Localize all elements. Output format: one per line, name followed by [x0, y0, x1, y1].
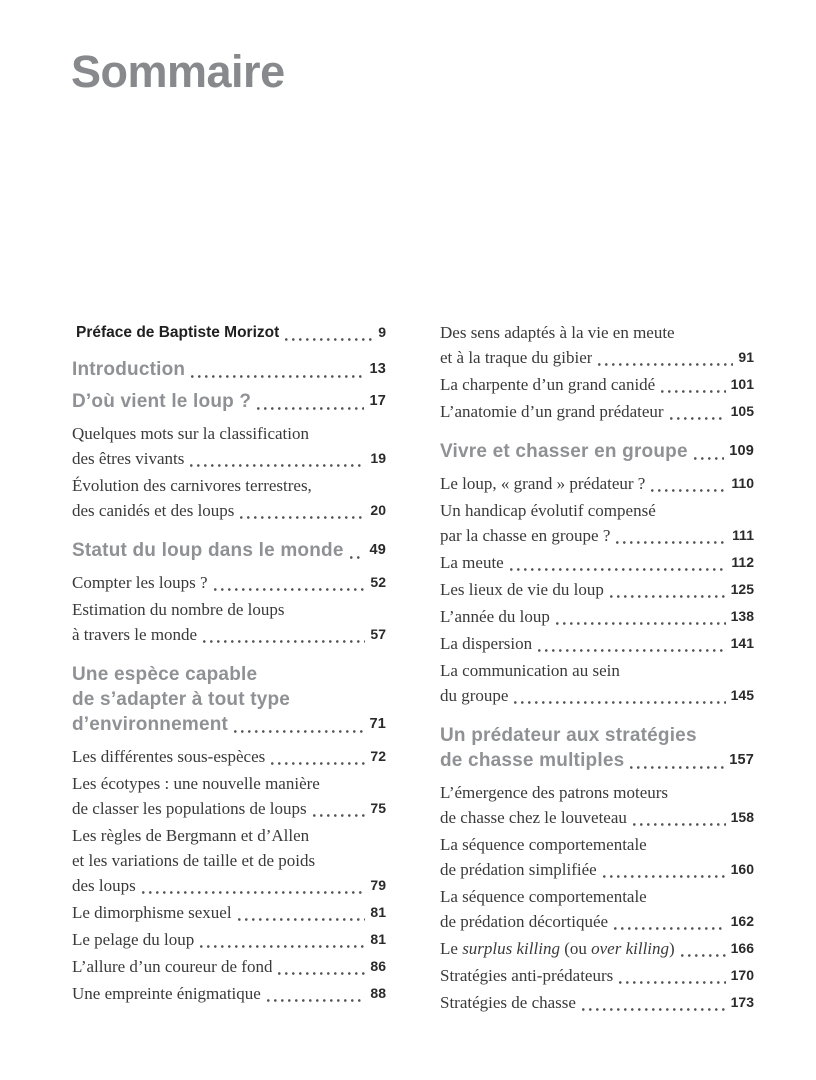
page-number: 13 [369, 361, 386, 377]
toc-entry [440, 372, 754, 397]
toc-entry-text: Les règles de Bergmann et d’Allen [72, 826, 310, 845]
dotted-leader [313, 814, 366, 817]
dotted-leader [538, 649, 726, 652]
toc-entry-text: Préface de Baptiste Morizot [76, 324, 280, 341]
toc-entry-text: La dispersion [440, 634, 533, 653]
page-number: 125 [730, 581, 754, 597]
toc-entry [440, 936, 754, 961]
page-number: 105 [730, 403, 754, 419]
toc-entry-text: Statut du loup dans le monde [72, 540, 344, 561]
toc-entry [72, 954, 386, 979]
toc-entry [72, 744, 386, 769]
toc-entry [440, 990, 754, 1015]
toc-entry-text: La charpente d’un grand canidé [440, 375, 656, 394]
toc-entry [440, 832, 754, 882]
dotted-leader [556, 622, 726, 625]
dotted-leader [190, 464, 365, 467]
toc-entry-text: des êtres vivants [72, 449, 185, 468]
toc-entry-text: de prédation simplifiée [440, 860, 597, 879]
toc-entry [440, 604, 754, 629]
page-number: 86 [370, 958, 386, 974]
page-number: 170 [730, 967, 754, 983]
dotted-leader [619, 981, 725, 984]
page-number: 158 [730, 809, 754, 825]
page-number: 19 [370, 450, 386, 466]
toc-section-heading [440, 723, 754, 773]
toc-entry-text: L’anatomie d’un grand prédateur [440, 402, 664, 421]
toc-entry-text: Compter les loups ? [72, 573, 208, 592]
page-number: 81 [370, 904, 386, 920]
toc-section-heading [72, 389, 386, 414]
toc-section-heading [72, 662, 386, 737]
toc-entry-text: Des sens adaptés à la vie en meute [440, 323, 675, 342]
toc-entry-text: D’où vient le loup ? [72, 391, 252, 412]
page-number: 79 [370, 877, 386, 893]
page-number: 9 [378, 324, 386, 340]
dotted-leader [214, 588, 366, 591]
toc-entry-text: Vivre et chasser en groupe [440, 441, 688, 462]
page-number: 81 [370, 931, 386, 947]
page-number: 160 [730, 861, 754, 877]
page-number: 110 [731, 475, 754, 491]
toc-section-heading [72, 357, 386, 382]
toc-entry-text: et à la traque du gibier [440, 348, 593, 367]
page-number: 72 [370, 748, 386, 764]
toc-entry [72, 570, 386, 595]
toc-entry-text: du groupe [440, 686, 509, 705]
toc-entry-text: Une espèce capable [72, 664, 258, 685]
page-number: 101 [730, 376, 754, 392]
toc-entry [72, 473, 386, 523]
toc-entry-text: Stratégies anti-prédateurs [440, 966, 614, 985]
dotted-leader [694, 457, 724, 460]
toc-entry-text: de chasse chez le louveteau [440, 808, 627, 827]
toc-entry [72, 927, 386, 952]
dotted-leader [661, 390, 725, 393]
page-number: 157 [729, 752, 754, 768]
toc-entry-text: La séquence comportementale [440, 887, 647, 906]
page-number: 20 [370, 502, 386, 518]
toc-entry-text: des canidés et des loups [72, 501, 235, 520]
dotted-leader [142, 891, 366, 894]
toc-columns [72, 320, 754, 1017]
toc-entry [440, 963, 754, 988]
toc-entry-text: Le loup, « grand » prédateur ? [440, 474, 646, 493]
toc-entry-text: La séquence comportementale [440, 835, 647, 854]
toc-entry [440, 631, 754, 656]
toc-entry [72, 771, 386, 821]
toc-entry [72, 421, 386, 471]
page-number: 75 [370, 800, 386, 816]
toc-entry [72, 823, 386, 898]
dotted-leader [582, 1008, 726, 1011]
toc-entry-text: Quelques mots sur la classification [72, 424, 310, 443]
toc-entry-text: de chasse multiples [440, 750, 625, 771]
toc-entry [440, 320, 754, 370]
toc-entry-text: Un prédateur aux stratégies [440, 725, 697, 746]
dotted-leader [191, 375, 364, 378]
toc-entry-text: L’année du loup [440, 607, 550, 626]
dotted-leader [200, 945, 365, 948]
dotted-leader [257, 407, 364, 410]
page-number: 88 [370, 985, 386, 1001]
dotted-leader [278, 972, 365, 975]
toc-entry-text: Estimation du nombre de loups [72, 600, 285, 619]
page-title: Sommaire [71, 46, 285, 97]
toc-entry [440, 399, 754, 424]
toc-entry-text: L’émergence des patrons moteurs [440, 783, 669, 802]
dotted-leader [510, 568, 727, 571]
dotted-leader [203, 640, 365, 643]
toc-entry-text: La communication au sein [440, 661, 620, 680]
toc-column-2 [440, 320, 754, 1017]
dotted-leader [240, 516, 365, 519]
dotted-leader [651, 489, 726, 492]
page-number: 17 [369, 393, 386, 409]
page-number: 52 [370, 574, 386, 590]
toc-entry-text: Une empreinte énigmatique [72, 984, 261, 1003]
dotted-leader [514, 701, 725, 704]
dotted-leader [603, 875, 726, 878]
dotted-leader [234, 730, 364, 733]
dotted-leader [267, 999, 366, 1002]
toc-entry-text: Les lieux de vie du loup [440, 580, 604, 599]
page-number: 111 [732, 527, 754, 543]
toc-entry-text: des loups [72, 876, 136, 895]
page-number: 166 [730, 940, 754, 956]
page-number: 138 [730, 608, 754, 624]
toc-entry-text: de s’adapter à tout type [72, 689, 291, 710]
toc-entry-text: Le pelage du loup [72, 930, 195, 949]
toc-entry [72, 900, 386, 925]
toc-entry-text: de prédation décortiquée [440, 912, 609, 931]
page-number: 112 [731, 554, 754, 570]
toc-preface-entry [72, 320, 386, 345]
toc-section-heading [440, 439, 754, 464]
toc-entry-text: d’environnement [72, 714, 229, 735]
dotted-leader [610, 595, 726, 598]
page-number: 109 [729, 443, 754, 459]
dotted-leader [630, 766, 724, 769]
toc-entry-text: Le dimorphisme sexuel [72, 903, 232, 922]
page-number: 57 [370, 626, 386, 642]
toc-entry [440, 471, 754, 496]
page-number: 162 [730, 913, 754, 929]
toc-entry-text: Les écotypes : une nouvelle manière [72, 774, 320, 793]
dotted-leader [681, 954, 726, 957]
page-number: 71 [369, 716, 386, 732]
toc-entry-text: de classer les populations de loups [72, 799, 307, 818]
toc-entry-text: L’allure d’un coureur de fond [72, 957, 273, 976]
page-number: 173 [730, 994, 754, 1010]
toc-entry [440, 577, 754, 602]
dotted-leader [238, 918, 366, 921]
dotted-leader [614, 927, 726, 930]
toc-entry [440, 658, 754, 708]
toc-entry-text: Introduction [72, 359, 186, 380]
toc-entry-text: La meute [440, 553, 504, 572]
page-number: 145 [730, 687, 754, 703]
toc-entry [72, 597, 386, 647]
dotted-leader [285, 338, 373, 341]
dotted-leader [598, 363, 733, 366]
dotted-leader [271, 762, 365, 765]
toc-entry-text: par la chasse en groupe ? [440, 526, 611, 545]
toc-entry [440, 498, 754, 548]
page-number: 49 [369, 542, 386, 558]
toc-entry-text: Évolution des carnivores terrestres, [72, 476, 312, 495]
toc-entry [72, 981, 386, 1006]
toc-entry-text: Stratégies de chasse [440, 993, 576, 1012]
page-number: 141 [730, 635, 754, 651]
toc-entry-text: à travers le monde [72, 625, 198, 644]
dotted-leader [670, 417, 726, 420]
toc-column-1 [72, 320, 386, 1017]
toc-entry-text: Un handicap évolutif compensé [440, 501, 656, 520]
toc-entry [440, 884, 754, 934]
page-number: 91 [738, 349, 754, 365]
dotted-leader [350, 556, 365, 559]
toc-entry-text: Le surplus killing (ou over killing) [440, 939, 675, 958]
toc-entry-text: Les différentes sous-espèces [72, 747, 266, 766]
toc-section-heading [72, 538, 386, 563]
dotted-leader [616, 541, 727, 544]
toc-entry-text: et les variations de taille et de poids [72, 851, 316, 870]
toc-entry [440, 550, 754, 575]
dotted-leader [633, 823, 726, 826]
toc-entry [440, 780, 754, 830]
